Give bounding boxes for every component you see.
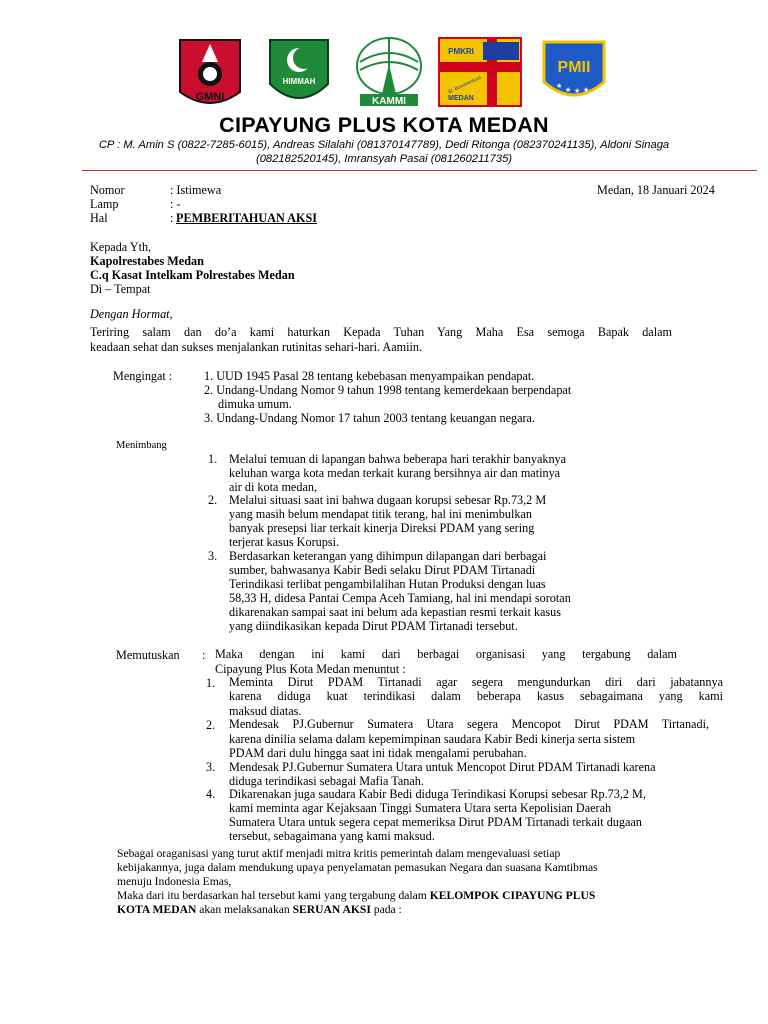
- recipient-line-4: Di – Tempat: [90, 282, 151, 296]
- opening-line-2: keadaan sehat dan sukses menjalankan rutinitas sehari-hari. Aamiin.: [90, 340, 423, 354]
- nomor-label: Nomor: [90, 183, 125, 197]
- memutuskan-item-4: tersebut, sebagaimana yang kami maksud.: [229, 829, 435, 843]
- memutuskan-item-2: Mendesak PJ.Gubernur Sumatera Utara segera Mencopot Dirut PDAM Tirtanadi,: [229, 718, 709, 731]
- mengingat-label: Mengingat :: [113, 369, 173, 383]
- pmii-logo: [538, 34, 610, 110]
- pmkri-top-text: PMKRI: [448, 47, 474, 56]
- closing-action-text-3: pada :: [370, 903, 402, 916]
- menimbang-item-2: banyak presepsi liar terkait kinerja Direksi PDAM yang sering: [229, 521, 535, 535]
- menimbang-item-1: air di kota medan,: [229, 480, 317, 494]
- memutuskan-item-1: Meminta Dirut PDAM Tirtanadi agar segera mengundurkan diri dari jabatannya: [229, 676, 723, 689]
- menimbang-number-1: 1.: [208, 452, 218, 466]
- kammi-logo: [354, 34, 424, 110]
- contact-line-2: (082182520145), Imransyah Pasai (081260211735): [255, 153, 513, 165]
- memutuskan-item-3: Mendesak PJ.Gubernur Sumatera Utara untuk Mencopot Dirut PDAM Tirtanadi karena: [229, 760, 656, 774]
- himmah-text: HIMMAH: [282, 77, 316, 86]
- gmni-text: GMNI: [195, 91, 225, 103]
- header-divider: [82, 170, 757, 171]
- menimbang-item-1: keluhan warga kota medan terkait kurang bersihnya air dan matinya: [229, 466, 561, 480]
- hal-colon: :: [170, 211, 174, 225]
- memutuskan-item-4: kami meminta agar Kejaksaan Tinggi Sumatera Utara serta Kepolisian Daerah: [229, 801, 612, 815]
- memutuskan-label: Memutuskan: [116, 648, 180, 662]
- menimbang-label: Menimbang: [116, 440, 167, 451]
- opening-line-1: Teriring salam dan do’a kami haturkan Kepada Tuhan Yang Maha Esa semoga Bapak dalam: [90, 326, 672, 339]
- kammi-text: KAMMI: [372, 96, 406, 107]
- pmkri-mid-text: St. Bonaventura: [447, 74, 483, 96]
- pmii-star-icon: ★: [565, 86, 572, 94]
- menimbang-item-3: 58,33 H, didesa Pantai Cempa Aceh Tamiang, hal ini mendapi sorotan: [229, 591, 571, 605]
- himmah-logo: [264, 34, 334, 110]
- group-name-cont: KOTA MEDAN: [117, 903, 197, 916]
- memutuskan-item-3: diduga terindikasi sebagai Mafia Tanah.: [229, 774, 424, 788]
- menimbang-item-2: Melalui situasi saat ini bahwa dugaan korupsi sebesar Rp.73,2 M: [229, 493, 547, 507]
- memutuskan-item-4: Dikarenakan juga saudara Kabir Bedi diduga Terindikasi Korupsi sebesar Rp.73,2 M,: [229, 787, 646, 801]
- pmii-star-icon: ★: [574, 87, 581, 95]
- memutuskan-intro-1: Maka dengan ini kami dari berbagai organisasi yang tergabung dalam: [215, 648, 677, 661]
- letter-date: Medan, 18 Januari 2024: [597, 183, 715, 197]
- mengingat-item-3: 3. Undang-Undang Nomor 17 tahun 2003 tentang keuangan negara.: [204, 411, 536, 425]
- memutuskan-item-2: PDAM dari dulu hingga saat ini tidak mengalami perubahan.: [229, 746, 527, 760]
- seruan-aksi: SERUAN AKSI: [292, 903, 371, 916]
- closing-action-text: Maka dari itu berdasarkan hal tersebut kami yang tergabung dalam: [117, 889, 430, 902]
- memutuskan-item-2: karena dinilia selama dalam kepemimpinan saudara Kabir Bedi kinerja serta sistem: [229, 732, 636, 746]
- pmii-text: PMII: [557, 59, 591, 76]
- mengingat-item-2: 2. Undang-Undang Nomor 9 tahun 1998 tentang kemerdekaan berpendapat: [204, 383, 572, 397]
- pmkri-logo: [437, 34, 523, 110]
- memutuskan-number-2: 2.: [206, 718, 216, 732]
- pmii-star-icon: ★: [556, 82, 563, 90]
- memutuskan-item-1: maksud diatas.: [229, 704, 302, 718]
- letterhead-title: CIPAYUNG PLUS KOTA MEDAN: [219, 113, 549, 137]
- pmkri-bottom-text: MEDAN: [448, 95, 474, 102]
- menimbang-number-3: 3.: [208, 549, 218, 563]
- memutuskan-item-1: karena diduga kuat terindikasi dalam beberapa kasus sebagaimana yang kami: [229, 690, 723, 703]
- hal-value: PEMBERITAHUAN AKSI: [176, 211, 317, 225]
- menimbang-item-3: Terindikasi terlibat pengambilalihan Hutan Produksi dengan luas: [229, 577, 546, 591]
- mengingat-item-1: 1. UUD 1945 Pasal 28 tentang kebebasan menyampaikan pendapat.: [204, 369, 535, 383]
- menimbang-item-1: Melalui temuan di lapangan bahwa beberapa hari terakhir banyaknya: [229, 452, 567, 466]
- recipient-line-1: Kepada Yth,: [90, 240, 152, 254]
- menimbang-item-3: Berdasarkan keterangan yang dihimpun dilapangan dari berbagai: [229, 549, 547, 563]
- mengingat-item-2-cont: dimuka umum.: [218, 397, 292, 411]
- closing-action-text-2: akan melaksanakan: [196, 903, 293, 916]
- pmii-star-icon: ★: [583, 86, 590, 94]
- memutuskan-number-1: 1.: [206, 676, 216, 690]
- closing-line-1: Sebagai oraganisasi yang turut aktif menjadi mitra kritis pemerintah dalam mengevaluasi setiap: [117, 847, 561, 860]
- memutuskan-colon: :: [202, 648, 206, 662]
- recipient-line-2: Kapolrestabes Medan: [90, 254, 204, 268]
- memutuskan-item-4: Sumatera Utara untuk segera cepat memeriksa Dirut PDAM Tirtanadi terkait dugaan: [229, 815, 642, 829]
- menimbang-item-3: sumber, bahwasanya Kabir Bedi selaku Dirut PDAM Tirtanadi: [229, 563, 536, 577]
- menimbang-item-2: yang masih belum mendapat titik terang, hal ini menimbulkan: [229, 507, 532, 521]
- hal-label: Hal: [90, 211, 108, 225]
- memutuskan-number-4: 4.: [206, 787, 216, 801]
- lamp-value: : -: [170, 197, 181, 211]
- greeting: Dengan Hormat,: [90, 307, 173, 321]
- nomor-value: : Istimewa: [170, 183, 222, 197]
- menimbang-number-2: 2.: [208, 493, 218, 507]
- menimbang-item-3: yang diindikasikan kepada Dirut PDAM Tirtanadi tersebut.: [229, 619, 518, 633]
- memutuskan-intro-2: Cipayung Plus Kota Medan menuntut :: [215, 662, 406, 676]
- closing-line-2: kebijakannya, juga dalam mendukung upaya penyelamatan pemasukan Negara dan suasana Kamtibmas: [117, 861, 598, 874]
- closing-line-3: menuju Indonesia Emas,: [117, 875, 232, 888]
- recipient-line-3: C.q Kasat Intelkam Polrestabes Medan: [90, 268, 295, 282]
- gmni-logo: [176, 34, 244, 110]
- group-name: KELOMPOK CIPAYUNG PLUS: [429, 889, 596, 902]
- memutuskan-number-3: 3.: [206, 760, 216, 774]
- closing-action-line-2: [117, 903, 402, 917]
- contact-line-1: CP : M. Amin S (0822-7285-6015), Andreas Silalahi (081370147789), Dedi Ritonga (082370241135), Aldoni Sinaga: [98, 139, 670, 151]
- closing-action-line: [117, 889, 595, 903]
- menimbang-item-2: terjerat kasus Korupsi.: [229, 535, 339, 549]
- lamp-label: Lamp: [90, 197, 119, 211]
- menimbang-item-3: dikarenakan sampai saat ini belum ada kepastian resmi terkait kasus: [229, 605, 561, 619]
